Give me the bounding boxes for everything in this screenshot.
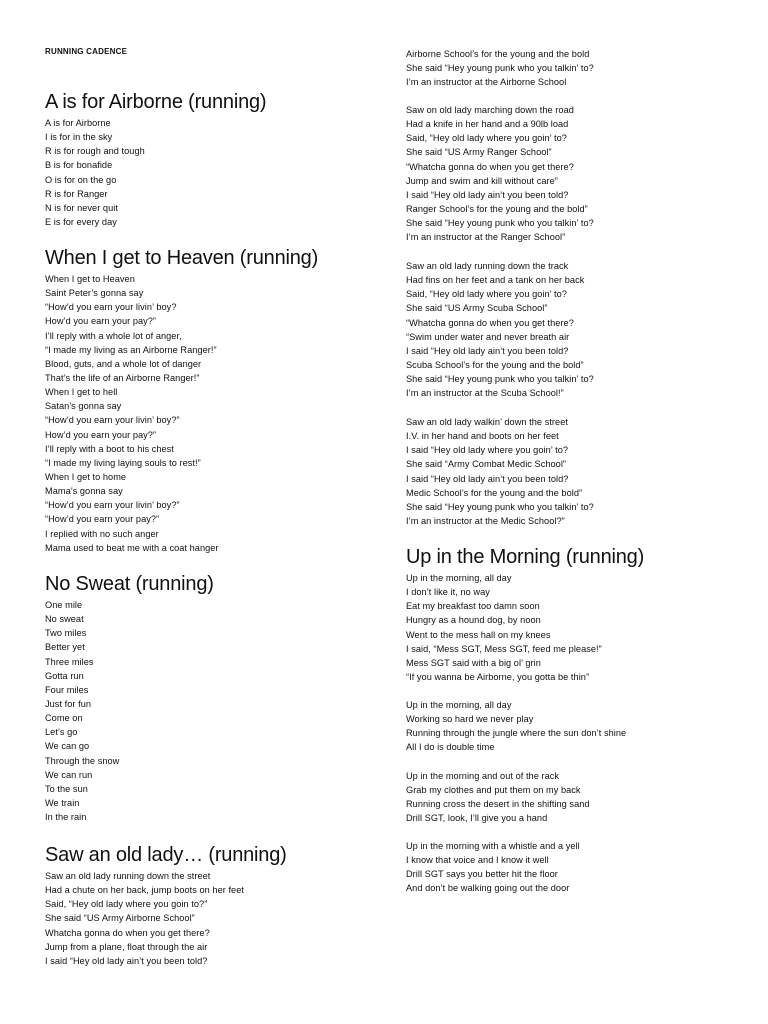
cadence-line: She said “US Army Ranger School”	[406, 147, 552, 158]
cadence-line: She said “Army Combat Medic School”	[406, 459, 567, 470]
cadence-line: Saw an old lady walkin’ down the street	[406, 417, 568, 427]
cadence-paragraph	[406, 698, 626, 755]
cadence-paragraph	[406, 259, 594, 400]
cadence-line: Ranger School’s for the young and the bold”	[406, 203, 588, 214]
cadence-line: I’m an instructor at the Medic School?”	[406, 515, 565, 526]
cadence-line: Four miles	[45, 684, 89, 695]
cadence-line: R is for Ranger	[45, 188, 108, 199]
cadence-line: Went to the mess hall on my knees	[406, 629, 551, 640]
cadence-line: “I made my living laying souls to rest!”	[45, 457, 201, 468]
cadence-line: B is for bonafide	[45, 160, 113, 171]
cadence-line: Running through the jungle where the sun don’t shine	[406, 728, 627, 739]
cadence-line: How’d you earn your pay?”	[45, 429, 157, 440]
section-heading: Saw an old lady… (running)	[45, 844, 287, 866]
cadence-line: “I made my living as an Airborne Ranger!”	[45, 344, 217, 355]
section-heading: When I get to Heaven (running)	[45, 247, 319, 269]
cadence-paragraph	[406, 47, 594, 89]
cadence-line: When I get to Heaven	[45, 274, 135, 284]
section-heading: Up in the Morning (running)	[406, 546, 645, 568]
cadence-line: Saw an old lady running down the track	[406, 261, 569, 271]
cadence-line: I replied with no such anger	[45, 528, 159, 539]
cadence-line: Mess SGT said with a big ol’ grin	[406, 657, 541, 668]
cadence-line: Said, “Hey old lady where you goin to?”	[45, 899, 208, 910]
cadence-line: Jump from a plane, float through the air	[45, 941, 208, 952]
cadence-line: Airborne School’s for the young and the bold	[406, 49, 590, 59]
cadence-line: I don’t like it, no way	[406, 587, 490, 598]
cadence-line: Drill SGT, look, I’ll give you a hand	[406, 813, 548, 824]
cadence-line: Had a chute on her back, jump boots on her feet	[45, 885, 244, 896]
cadence-line: I said “Hey old lady ain’t you been told?	[406, 473, 569, 484]
cadence-line: N is for never quit	[45, 202, 118, 213]
cadence-line: We train	[45, 797, 80, 808]
cadence-line: “Swim under water and never breath air	[406, 331, 570, 342]
cadence-lines	[45, 116, 266, 229]
section-no-sweat	[45, 572, 214, 824]
cadence-lines	[45, 869, 287, 968]
cadence-line: Had a knife in her hand and a 90lb load	[406, 119, 569, 130]
cadence-line: Three miles	[45, 656, 94, 667]
cadence-line: I said “Hey old lady ain’t you been told?	[406, 345, 569, 356]
cadence-line: Working so hard we never play	[406, 714, 534, 725]
cadence-line: Whatcha gonna do when you get there?	[45, 927, 210, 938]
cadence-line: “Whatcha gonna do when you get there?	[406, 317, 574, 328]
cadence-line: Saint Peter’s gonna say	[45, 288, 144, 299]
cadence-line: Satan’s gonna say	[45, 401, 122, 412]
cadence-lines	[45, 598, 214, 824]
cadence-line: Through the snow	[45, 755, 120, 766]
cadence-line: Better yet	[45, 642, 85, 653]
cadence-line: Mama used to beat me with a coat hanger	[45, 542, 219, 553]
cadence-line: I.V. in her hand and boots on her feet	[406, 431, 559, 442]
cadence-paragraph	[406, 571, 602, 684]
cadence-lines	[45, 272, 318, 555]
cadence-line: Let’s go	[45, 727, 78, 738]
cadence-line: We can go	[45, 741, 90, 752]
cadence-line: She said “Hey young punk who you talkin’ to?	[406, 63, 594, 74]
cadence-line: No sweat	[45, 614, 84, 625]
section-airborne	[45, 90, 266, 229]
cadence-line: When I get to hell	[45, 387, 118, 398]
section-heaven	[45, 246, 318, 555]
cadence-line: Up in the morning with a whistle and a yell	[406, 841, 580, 851]
cadence-line: That’s the life of an Airborne Ranger!”	[45, 372, 200, 383]
cadence-line: Had fins on her feet and a tank on her back	[406, 275, 585, 286]
cadence-line: In the rain	[45, 812, 87, 823]
cadence-line: Eat my breakfast too damn soon	[406, 601, 540, 612]
cadence-line: I’ll reply with a boot to his chest	[45, 443, 174, 454]
cadence-line: Hungry as a hound dog, by noon	[406, 615, 541, 626]
cadence-line: I said “Hey old lady ain’t you been told?	[45, 955, 208, 966]
cadence-line: She said “US Army Scuba School”	[406, 303, 548, 314]
cadence-line: She said “US Army Airborne School”	[45, 913, 195, 924]
cadence-line: Saw an old lady running down the street	[45, 871, 211, 881]
cadence-line: How’d you earn your pay?”	[45, 316, 157, 327]
cadence-line: Up in the morning, all day	[406, 573, 512, 583]
cadence-line: I said “Hey old lady ain’t you been told?	[406, 189, 569, 200]
cadence-line: Two miles	[45, 628, 87, 639]
cadence-paragraph	[406, 839, 580, 896]
cadence-line: Saw on old lady marching down the road	[406, 105, 574, 115]
cadence-line: “How’d you earn your pay?”	[45, 514, 160, 525]
cadence-line: E is for every day	[45, 216, 117, 227]
cadence-line: “Whatcha gonna do when you get there?	[406, 161, 574, 172]
cadence-line: I’m an instructor at the Scuba School!”	[406, 388, 564, 399]
cadence-line: One mile	[45, 600, 83, 610]
cadence-line: “If you wanna be Airborne, you gotta be thin”	[406, 671, 590, 682]
cadence-line: Just for fun	[45, 698, 92, 709]
cadence-line: I know that voice and I know it well	[406, 855, 549, 866]
cadence-line: Blood, guts, and a whole lot of danger	[45, 358, 202, 369]
cadence-line: I is for in the sky	[45, 132, 113, 143]
cadence-line: She said “Hey young punk who you talkin’ to?	[406, 374, 594, 385]
cadence-line: A is for Airborne	[45, 118, 111, 128]
section-heading: No Sweat (running)	[45, 573, 214, 595]
cadence-line: Said, “Hey old lady where you goin’ to?	[406, 289, 567, 300]
cadence-line: Up in the morning and out of the rack	[406, 771, 560, 781]
cadence-line: Scuba School’s for the young and the bold”	[406, 359, 584, 370]
cadence-line: I said “Hey old lady where you goin’ to?	[406, 445, 569, 456]
cadence-line: Running cross the desert in the shifting sand	[406, 799, 590, 810]
cadence-line: R is for rough and tough	[45, 146, 145, 157]
cadence-paragraph	[406, 103, 594, 244]
cadence-line: We can run	[45, 769, 93, 780]
cadence-line: All I do is double time	[406, 742, 495, 753]
cadence-line: Medic School’s for the young and the bold”	[406, 487, 583, 498]
cadence-line: I’m an instructor at the Ranger School”	[406, 232, 566, 243]
cadence-line: Come on	[45, 713, 83, 724]
cadence-line: “How’d you earn your livin’ boy?	[45, 302, 177, 313]
section-up-in-the-morning	[406, 545, 756, 894]
cadence-line: Grab my clothes and put them on my back	[406, 785, 581, 796]
cadence-line: I’ll reply with a whole lot of anger,	[45, 330, 182, 341]
cadence-line: She said “Hey young punk who you talkin’ to?	[406, 501, 594, 512]
cadence-line: Gotta run	[45, 670, 84, 681]
section-heading: A is for Airborne (running)	[45, 91, 267, 113]
cadence-line: Up in the morning, all day	[406, 700, 512, 710]
cadence-paragraph	[406, 415, 594, 528]
cadence-line: Jump and swim and kill without care”	[406, 175, 558, 186]
cadence-line: Mama’s gonna say	[45, 486, 123, 497]
cadence-line: And don’t be walking going out the door	[406, 883, 570, 894]
cadence-line: She said “Hey young punk who you talkin’ to?	[406, 218, 594, 229]
cadence-line: I’m an instructor at the Airborne School	[406, 77, 567, 88]
cadence-line: Drill SGT says you better hit the floor	[406, 869, 558, 880]
cadence-line: O is for on the go	[45, 174, 117, 185]
cadence-line: “How’d you earn your livin’ boy?”	[45, 500, 180, 511]
cadence-line: To the sun	[45, 783, 88, 794]
document-label: RUNNING CADENCE	[45, 47, 128, 56]
cadence-line: When I get to home	[45, 471, 127, 482]
cadence-line: I said, “Mess SGT, Mess SGT, feed me please!”	[406, 643, 602, 654]
cadence-line: “How’d you earn your livin’ boy?”	[45, 415, 180, 426]
cadence-line: Said, “Hey old lady where you goin’ to?	[406, 133, 567, 144]
cadence-paragraph	[406, 769, 590, 826]
section-old-lady	[45, 843, 287, 968]
